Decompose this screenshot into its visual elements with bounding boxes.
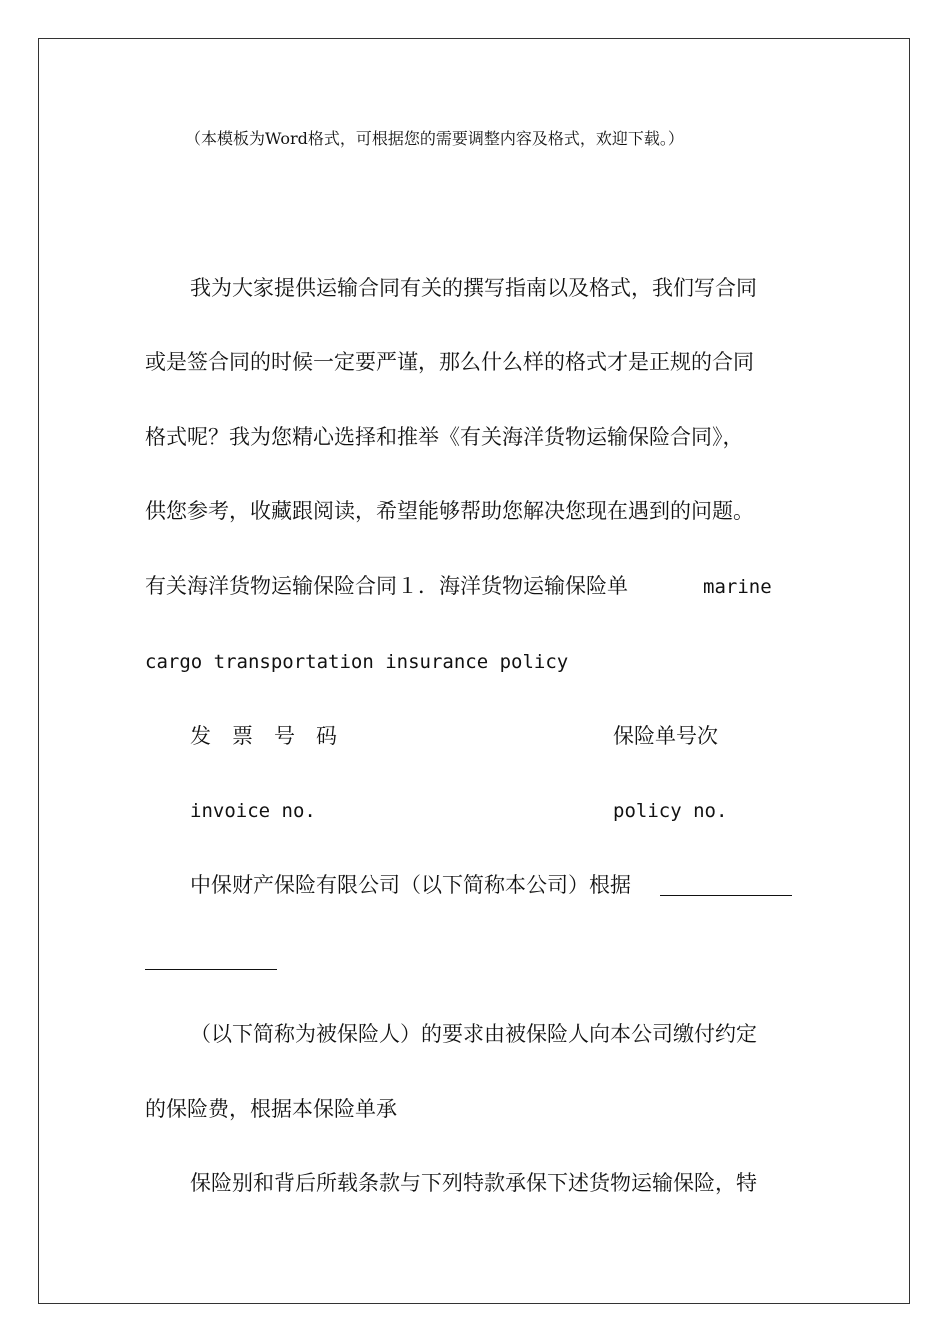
intro-line-4: 供您参考，收藏跟阅读，希望能够帮助您解决您现在遇到的问题。 <box>145 499 754 523</box>
policy-label-cn: 保险单号次 <box>613 724 718 748</box>
intro-line-3: 格式呢？我为您精心选择和推举《有关海洋货物运输保险合同》， <box>145 425 744 449</box>
insured-clause-line-1: （以下简称为被保险人）的要求由被保险人向本公司缴付约定 <box>190 1022 757 1046</box>
template-note: （本模板为Word格式，可根据您的需要调整内容及格式，欢迎下载。） <box>185 129 684 148</box>
english-title-part2: cargo transportation insurance policy <box>145 651 569 673</box>
invoice-label-cn: 发 票 号 码 <box>190 724 337 748</box>
intro-line-2: 或是签合同的时候一定要严谨，那么什么样的格式才是正规的合同 <box>145 350 754 374</box>
invoice-label-en: invoice no. <box>190 800 316 822</box>
english-title-part1: marine <box>703 576 772 598</box>
insured-name-blank-continued <box>145 947 277 970</box>
intro-line-1: 我为大家提供运输合同有关的撰写指南以及格式，我们写合同 <box>190 276 757 300</box>
policy-label-en: policy no. <box>613 800 728 822</box>
coverage-clause: 保险别和背后所载条款与下列特款承保下述货物运输保险，特 <box>190 1171 757 1195</box>
insured-clause-line-2: 的保险费，根据本保险单承 <box>145 1097 397 1121</box>
insured-name-blank <box>660 873 792 896</box>
company-clause: 中保财产保险有限公司（以下简称本公司）根据 <box>190 873 631 897</box>
contract-heading: 有关海洋货物运输保险合同１．海洋货物运输保险单 <box>145 574 628 598</box>
